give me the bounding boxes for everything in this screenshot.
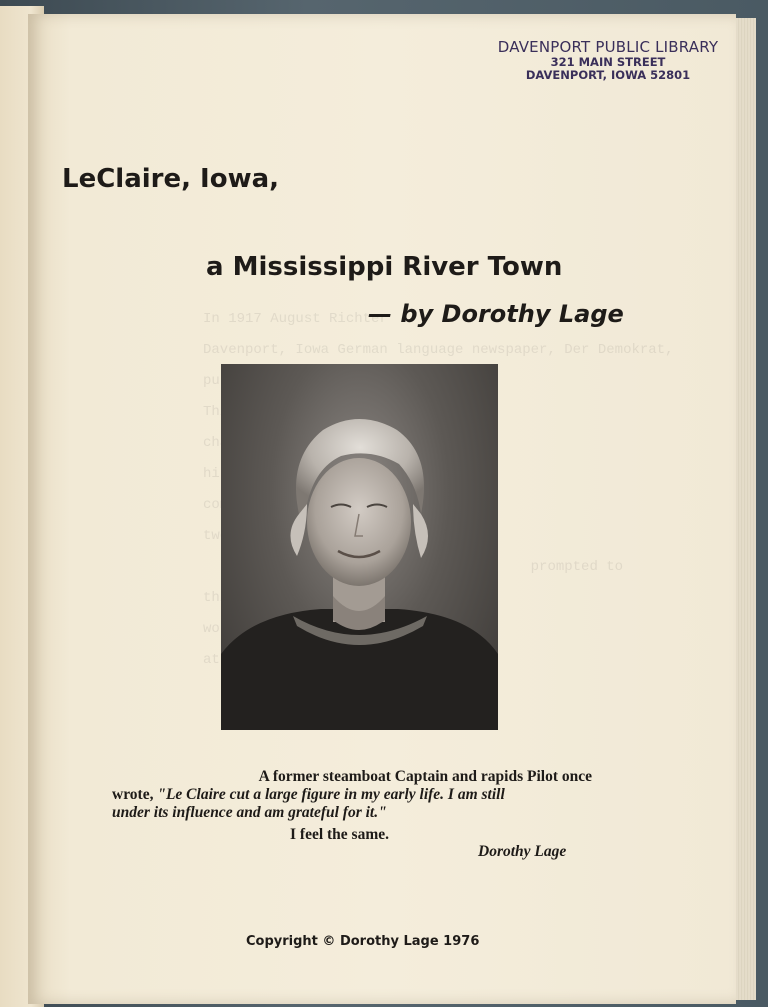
quote-line-2	[112, 786, 592, 804]
copyright-notice: Copyright © Dorothy Lage 1976	[246, 934, 480, 949]
quote-line-1: A former steamboat Captain and rapids Pilot once	[258, 768, 592, 785]
quote-line-3: under its influence and am grateful for it."	[112, 804, 387, 821]
signature: Dorothy Lage	[478, 843, 567, 860]
quote-prefix: wrote,	[112, 786, 158, 803]
closing-remark: I feel the same.	[290, 826, 389, 843]
author-byline: — by Dorothy Lage	[368, 300, 624, 328]
show-through-text: In 1917 August Richter Davenport, Iowa German language newspaper, Der Demokrat, This prompted to this	[203, 311, 674, 606]
library-street: 321 MAIN STREET	[550, 55, 666, 70]
title-line-1: LeClaire, Iowa,	[62, 164, 280, 194]
title-page	[28, 14, 736, 1004]
title-line-2: a Mississippi River Town	[206, 252, 563, 282]
portrait-illustration	[221, 364, 498, 730]
author-portrait-photo	[221, 364, 498, 730]
quote-italic-text: "Le Claire cut a large figure in my early life. I am still	[157, 786, 505, 803]
library-city: DAVENPORT, IOWA 52801	[525, 68, 691, 83]
library-name: DAVENPORT PUBLIC LIBRARY	[497, 38, 719, 56]
quote-block	[112, 768, 592, 822]
library-stamp	[488, 39, 728, 83]
